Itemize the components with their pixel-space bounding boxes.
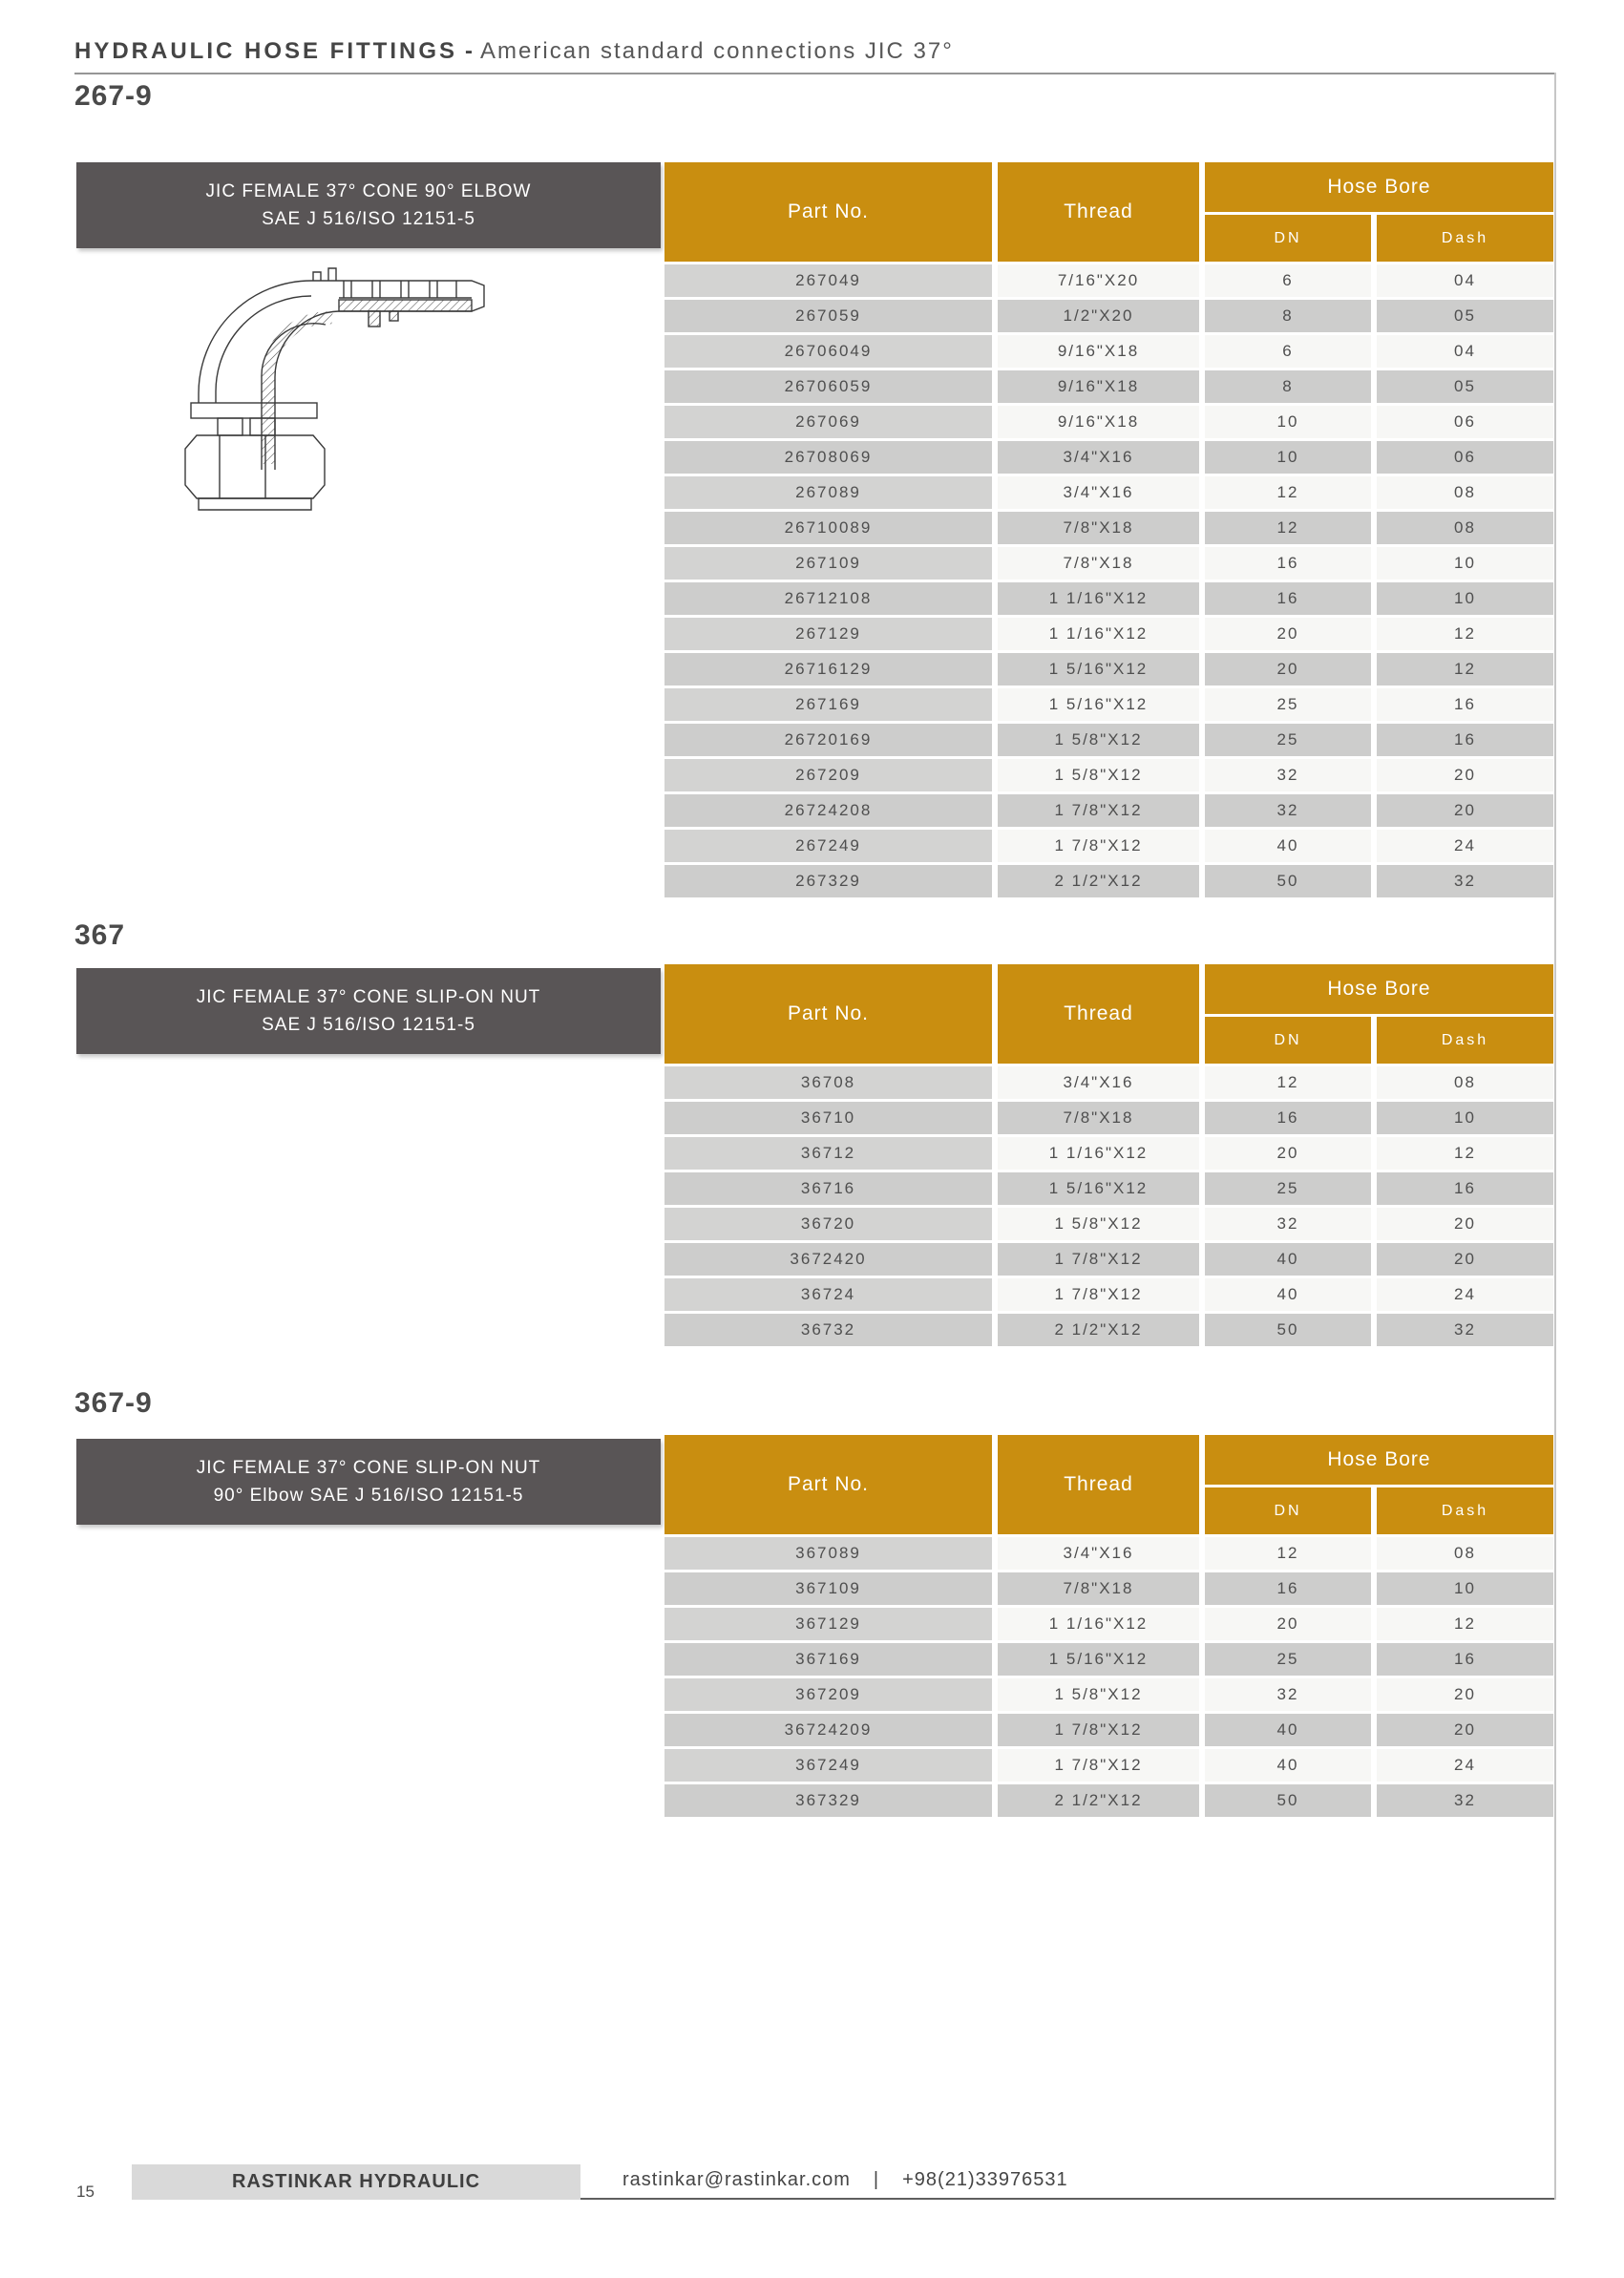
dash-cell: 12 xyxy=(1377,653,1553,686)
section-heading-367-9: 367-9 xyxy=(74,1387,153,1419)
thread-cell: 1 7/8"X12 xyxy=(998,1243,1199,1276)
thread-cell: 3/4"X16 xyxy=(998,1066,1199,1099)
dn-cell: 40 xyxy=(1205,830,1371,862)
product-description-line1: JIC FEMALE 37° CONE 90° ELBOW xyxy=(205,180,532,201)
dash-cell: 06 xyxy=(1377,406,1553,438)
dn-cell: 50 xyxy=(1205,1314,1371,1346)
dash-cell: 16 xyxy=(1377,724,1553,756)
product-description-line1: JIC FEMALE 37° CONE SLIP-ON NUT xyxy=(196,986,541,1007)
part-no-cell: 26706049 xyxy=(664,335,992,368)
part-no-cell: 26708069 xyxy=(664,441,992,474)
dash-cell: 20 xyxy=(1377,794,1553,827)
column-header-hose-bore: Hose Bore xyxy=(1205,162,1553,212)
dn-cell: 40 xyxy=(1205,1243,1371,1276)
part-no-cell: 367209 xyxy=(664,1678,992,1711)
dash-cell: 12 xyxy=(1377,1608,1553,1640)
dash-cell: 04 xyxy=(1377,264,1553,297)
thread-cell: 3/4"X16 xyxy=(998,476,1199,509)
part-no-cell: 367329 xyxy=(664,1784,992,1817)
thread-cell: 7/8"X18 xyxy=(998,1102,1199,1134)
parts-table-267-9 xyxy=(664,162,1553,897)
dash-cell: 06 xyxy=(1377,441,1553,474)
thread-cell: 7/8"X18 xyxy=(998,1572,1199,1605)
column-header-dash: Dash xyxy=(1377,1487,1553,1534)
dn-cell: 32 xyxy=(1205,1678,1371,1711)
dn-cell: 20 xyxy=(1205,1137,1371,1170)
dash-cell: 24 xyxy=(1377,830,1553,862)
part-no-cell: 367169 xyxy=(664,1643,992,1676)
dn-cell: 40 xyxy=(1205,1278,1371,1311)
column-header-dn: DN xyxy=(1205,1017,1371,1064)
part-no-cell: 36724209 xyxy=(664,1714,992,1746)
dash-cell: 16 xyxy=(1377,1643,1553,1676)
dash-cell: 10 xyxy=(1377,547,1553,580)
dn-cell: 20 xyxy=(1205,1608,1371,1640)
page-right-border xyxy=(1554,73,1556,2200)
column-header-part-no: Part No. xyxy=(664,1435,992,1534)
section-heading-267-9: 267-9 xyxy=(74,80,153,112)
part-no-cell: 26720169 xyxy=(664,724,992,756)
part-no-cell: 36716 xyxy=(664,1172,992,1205)
dash-cell: 24 xyxy=(1377,1749,1553,1782)
dn-cell: 25 xyxy=(1205,724,1371,756)
thread-cell: 1 7/8"X12 xyxy=(998,1278,1199,1311)
dash-cell: 16 xyxy=(1377,688,1553,721)
column-header-dash: Dash xyxy=(1377,1017,1553,1064)
thread-cell: 7/16"X20 xyxy=(998,264,1199,297)
parts-table-367 xyxy=(664,964,1553,1346)
dn-cell: 25 xyxy=(1205,1643,1371,1676)
part-no-cell: 267209 xyxy=(664,759,992,791)
part-no-cell: 36724 xyxy=(664,1278,992,1311)
dn-cell: 10 xyxy=(1205,406,1371,438)
dash-cell: 32 xyxy=(1377,1784,1553,1817)
dn-cell: 32 xyxy=(1205,1208,1371,1240)
part-no-cell: 26710089 xyxy=(664,512,992,544)
footer-divider xyxy=(580,2198,1554,2200)
column-header-dash: Dash xyxy=(1377,215,1553,262)
product-description-line1: JIC FEMALE 37° CONE SLIP-ON NUT xyxy=(196,1457,541,1478)
product-description-panel xyxy=(76,1439,661,1525)
dn-cell: 6 xyxy=(1205,335,1371,368)
dash-cell: 05 xyxy=(1377,300,1553,332)
footer-contact xyxy=(622,2169,1068,2191)
thread-cell: 1 1/16"X12 xyxy=(998,1137,1199,1170)
dn-cell: 32 xyxy=(1205,794,1371,827)
thread-cell: 3/4"X16 xyxy=(998,1537,1199,1570)
footer-brand-label: RASTINKAR HYDRAULIC xyxy=(231,2171,481,2192)
dn-cell: 12 xyxy=(1205,1537,1371,1570)
footer-brand-box xyxy=(132,2164,580,2200)
product-description-line2: 90° Elbow SAE J 516/ISO 12151-5 xyxy=(213,1485,524,1506)
dash-cell: 20 xyxy=(1377,759,1553,791)
part-no-cell: 367129 xyxy=(664,1608,992,1640)
elbow-fitting-illustration xyxy=(143,260,525,546)
title-divider xyxy=(74,73,1556,74)
dn-cell: 12 xyxy=(1205,476,1371,509)
part-no-cell: 3672420 xyxy=(664,1243,992,1276)
dn-cell: 8 xyxy=(1205,300,1371,332)
dn-cell: 12 xyxy=(1205,1066,1371,1099)
part-no-cell: 36720 xyxy=(664,1208,992,1240)
product-description-panel xyxy=(76,162,661,248)
thread-cell: 1 5/8"X12 xyxy=(998,759,1199,791)
page-title-main: HYDRAULIC HOSE FITTINGS xyxy=(74,38,458,64)
dash-cell: 20 xyxy=(1377,1714,1553,1746)
part-no-cell: 26716129 xyxy=(664,653,992,686)
thread-cell: 1 5/16"X12 xyxy=(998,1172,1199,1205)
dn-cell: 50 xyxy=(1205,865,1371,897)
thread-cell: 1 7/8"X12 xyxy=(998,1714,1199,1746)
column-header-thread: Thread xyxy=(998,162,1199,262)
dash-cell: 08 xyxy=(1377,1537,1553,1570)
dash-cell: 12 xyxy=(1377,618,1553,650)
footer-contact-separator: | xyxy=(873,2169,880,2190)
part-no-cell: 267069 xyxy=(664,406,992,438)
dash-cell: 10 xyxy=(1377,582,1553,615)
dash-cell: 12 xyxy=(1377,1137,1553,1170)
page-title xyxy=(74,38,954,65)
thread-cell: 1 5/8"X12 xyxy=(998,724,1199,756)
page-title-subtitle: American standard connections JIC 37° xyxy=(480,38,954,64)
thread-cell: 1 7/8"X12 xyxy=(998,794,1199,827)
dn-cell: 16 xyxy=(1205,582,1371,615)
product-description-line2: SAE J 516/ISO 12151-5 xyxy=(262,208,475,229)
dn-cell: 25 xyxy=(1205,688,1371,721)
dash-cell: 08 xyxy=(1377,1066,1553,1099)
part-no-cell: 267049 xyxy=(664,264,992,297)
part-no-cell: 367249 xyxy=(664,1749,992,1782)
part-no-cell: 36712 xyxy=(664,1137,992,1170)
part-no-cell: 267059 xyxy=(664,300,992,332)
dn-cell: 20 xyxy=(1205,653,1371,686)
thread-cell: 1 1/16"X12 xyxy=(998,582,1199,615)
part-no-cell: 26706059 xyxy=(664,370,992,403)
part-no-cell: 267249 xyxy=(664,830,992,862)
part-no-cell: 36732 xyxy=(664,1314,992,1346)
part-no-cell: 267109 xyxy=(664,547,992,580)
dash-cell: 16 xyxy=(1377,1172,1553,1205)
part-no-cell: 267169 xyxy=(664,688,992,721)
product-description-line2: SAE J 516/ISO 12151-5 xyxy=(262,1014,475,1035)
part-no-cell: 267089 xyxy=(664,476,992,509)
dn-cell: 25 xyxy=(1205,1172,1371,1205)
dash-cell: 20 xyxy=(1377,1208,1553,1240)
dn-cell: 10 xyxy=(1205,441,1371,474)
thread-cell: 1 5/8"X12 xyxy=(998,1208,1199,1240)
part-no-cell: 26712108 xyxy=(664,582,992,615)
dash-cell: 32 xyxy=(1377,865,1553,897)
column-header-part-no: Part No. xyxy=(664,964,992,1064)
footer-phone: +98(21)33976531 xyxy=(902,2169,1068,2190)
thread-cell: 9/16"X18 xyxy=(998,335,1199,368)
thread-cell: 1 5/16"X12 xyxy=(998,653,1199,686)
dn-cell: 8 xyxy=(1205,370,1371,403)
column-header-hose-bore: Hose Bore xyxy=(1205,964,1553,1014)
thread-cell: 9/16"X18 xyxy=(998,370,1199,403)
dn-cell: 16 xyxy=(1205,1572,1371,1605)
thread-cell: 2 1/2"X12 xyxy=(998,865,1199,897)
dash-cell: 20 xyxy=(1377,1678,1553,1711)
footer-email: rastinkar@rastinkar.com xyxy=(622,2169,851,2190)
column-header-thread: Thread xyxy=(998,964,1199,1064)
column-header-hose-bore: Hose Bore xyxy=(1205,1435,1553,1485)
part-no-cell: 367089 xyxy=(664,1537,992,1570)
dash-cell: 10 xyxy=(1377,1572,1553,1605)
dn-cell: 16 xyxy=(1205,1102,1371,1134)
thread-cell: 1 7/8"X12 xyxy=(998,830,1199,862)
part-no-cell: 26724208 xyxy=(664,794,992,827)
thread-cell: 7/8"X18 xyxy=(998,512,1199,544)
section-heading-367: 367 xyxy=(74,919,126,951)
dn-cell: 50 xyxy=(1205,1784,1371,1817)
page-number: 15 xyxy=(76,2183,95,2201)
thread-cell: 7/8"X18 xyxy=(998,547,1199,580)
thread-cell: 9/16"X18 xyxy=(998,406,1199,438)
thread-cell: 1 5/8"X12 xyxy=(998,1678,1199,1711)
dash-cell: 10 xyxy=(1377,1102,1553,1134)
dash-cell: 08 xyxy=(1377,512,1553,544)
dn-cell: 32 xyxy=(1205,759,1371,791)
part-no-cell: 36710 xyxy=(664,1102,992,1134)
thread-cell: 1 7/8"X12 xyxy=(998,1749,1199,1782)
column-header-dn: DN xyxy=(1205,215,1371,262)
dn-cell: 6 xyxy=(1205,264,1371,297)
dn-cell: 20 xyxy=(1205,618,1371,650)
part-no-cell: 267129 xyxy=(664,618,992,650)
part-no-cell: 267329 xyxy=(664,865,992,897)
dash-cell: 05 xyxy=(1377,370,1553,403)
part-no-cell: 36708 xyxy=(664,1066,992,1099)
thread-cell: 3/4"X16 xyxy=(998,441,1199,474)
column-header-thread: Thread xyxy=(998,1435,1199,1534)
page-title-separator: - xyxy=(465,38,474,64)
column-header-part-no: Part No. xyxy=(664,162,992,262)
thread-cell: 1 5/16"X12 xyxy=(998,688,1199,721)
dash-cell: 04 xyxy=(1377,335,1553,368)
dn-cell: 40 xyxy=(1205,1714,1371,1746)
thread-cell: 1 1/16"X12 xyxy=(998,1608,1199,1640)
thread-cell: 1/2"X20 xyxy=(998,300,1199,332)
part-no-cell: 367109 xyxy=(664,1572,992,1605)
dn-cell: 16 xyxy=(1205,547,1371,580)
thread-cell: 1 1/16"X12 xyxy=(998,618,1199,650)
thread-cell: 2 1/2"X12 xyxy=(998,1784,1199,1817)
dash-cell: 08 xyxy=(1377,476,1553,509)
dash-cell: 24 xyxy=(1377,1278,1553,1311)
dash-cell: 32 xyxy=(1377,1314,1553,1346)
parts-table-367-9 xyxy=(664,1435,1553,1817)
thread-cell: 1 5/16"X12 xyxy=(998,1643,1199,1676)
dn-cell: 12 xyxy=(1205,512,1371,544)
product-description-panel xyxy=(76,968,661,1054)
column-header-dn: DN xyxy=(1205,1487,1371,1534)
thread-cell: 2 1/2"X12 xyxy=(998,1314,1199,1346)
dn-cell: 40 xyxy=(1205,1749,1371,1782)
dash-cell: 20 xyxy=(1377,1243,1553,1276)
